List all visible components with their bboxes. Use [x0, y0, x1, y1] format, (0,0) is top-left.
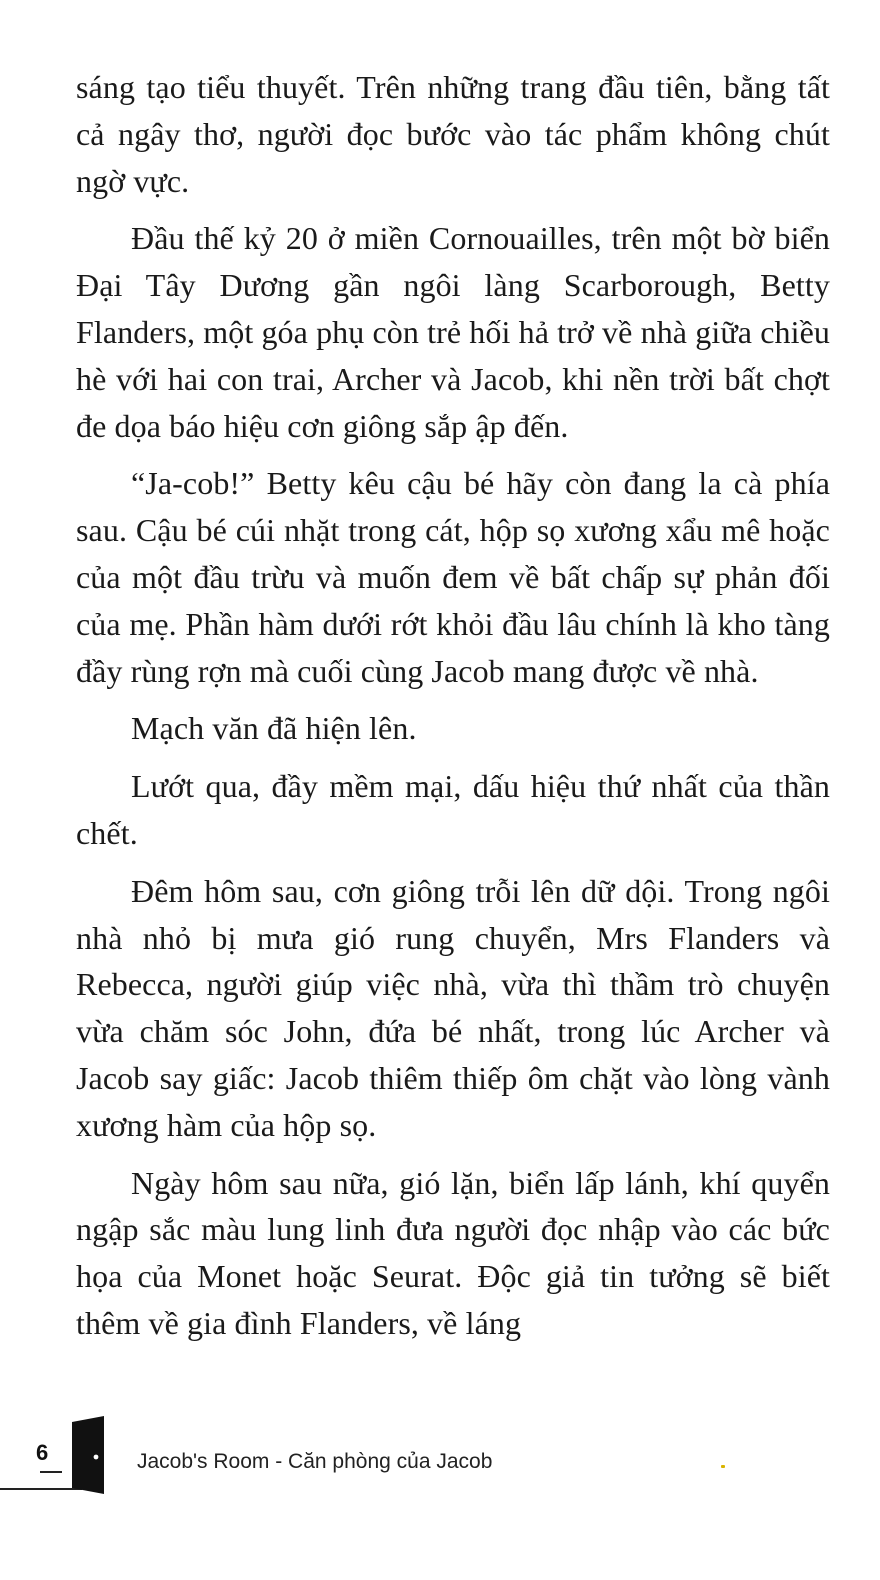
- page-body: [76, 64, 830, 1358]
- paragraph-2: Đầu thế kỷ 20 ở miền Cornouailles, trên một bờ biển Đại Tây Dương gần ngôi làng Scarborough, Betty Flanders, một góa phụ còn trẻ hối hả trở về nhà giữa chiều hè với hai con trai, Archer và Jacob, khi nền trời bất chợt đe dọa báo hiệu cơn giông sắp ập đến.: [76, 220, 830, 444]
- door-icon: [70, 1414, 110, 1496]
- running-title: Jacob's Room - Căn phòng của Jacob: [137, 1450, 493, 1473]
- paragraph-1: sáng tạo tiểu thuyết. Trên những trang đầu tiên, bằng tất cả ngây thơ, người đọc bước vào tác phẩm không chút ngờ vực.: [76, 69, 830, 199]
- paragraph-4: Mạch văn đã hiện lên.: [131, 710, 417, 747]
- page-number: 6: [36, 1440, 49, 1465]
- paragraph-7: Ngày hôm sau nữa, gió lặn, biển lấp lánh, khí quyển ngập sắc màu lung linh đưa người đọc nhập vào các bức họa của Monet hoặc Seurat. Độc giả tin tưởng sẽ biết thêm về gia đình Flanders, về láng: [76, 1164, 830, 1341]
- print-speck: [721, 1465, 725, 1468]
- paragraph-6: Đêm hôm sau, cơn giông trỗi lên dữ dội. Trong ngôi nhà nhỏ bị mưa gió rung chuyển, Mrs Flanders và Rebecca, người giúp việc nhà, vừa thì thầm trò chuyện vừa chăm sóc John, đứa bé nhất, trong lúc Archer và Jacob say giấc: Jacob thiêm thiếp ôm chặt vào lòng vành xương hàm của hộp sọ.: [76, 872, 830, 1143]
- paragraph-5: Lướt qua, đầy mềm mại, dấu hiệu thứ nhất của thần chết.: [76, 768, 830, 851]
- page-footer: [0, 1410, 880, 1500]
- footer-rule-short: [40, 1471, 62, 1473]
- paragraph-3: “Ja-cob!” Betty kêu cậu bé hãy còn đang la cà phía sau. Cậu bé cúi nhặt trong cát, hộp sọ xương xẩu mê hoặc của một đầu trừu và muốn đem về bất chấp sự phản đối của mẹ. Phần hàm dưới rớt khỏi đầu lâu chính là kho tàng đầy rùng rợn mà cuối cùng Jacob mang được về nhà.: [76, 465, 830, 689]
